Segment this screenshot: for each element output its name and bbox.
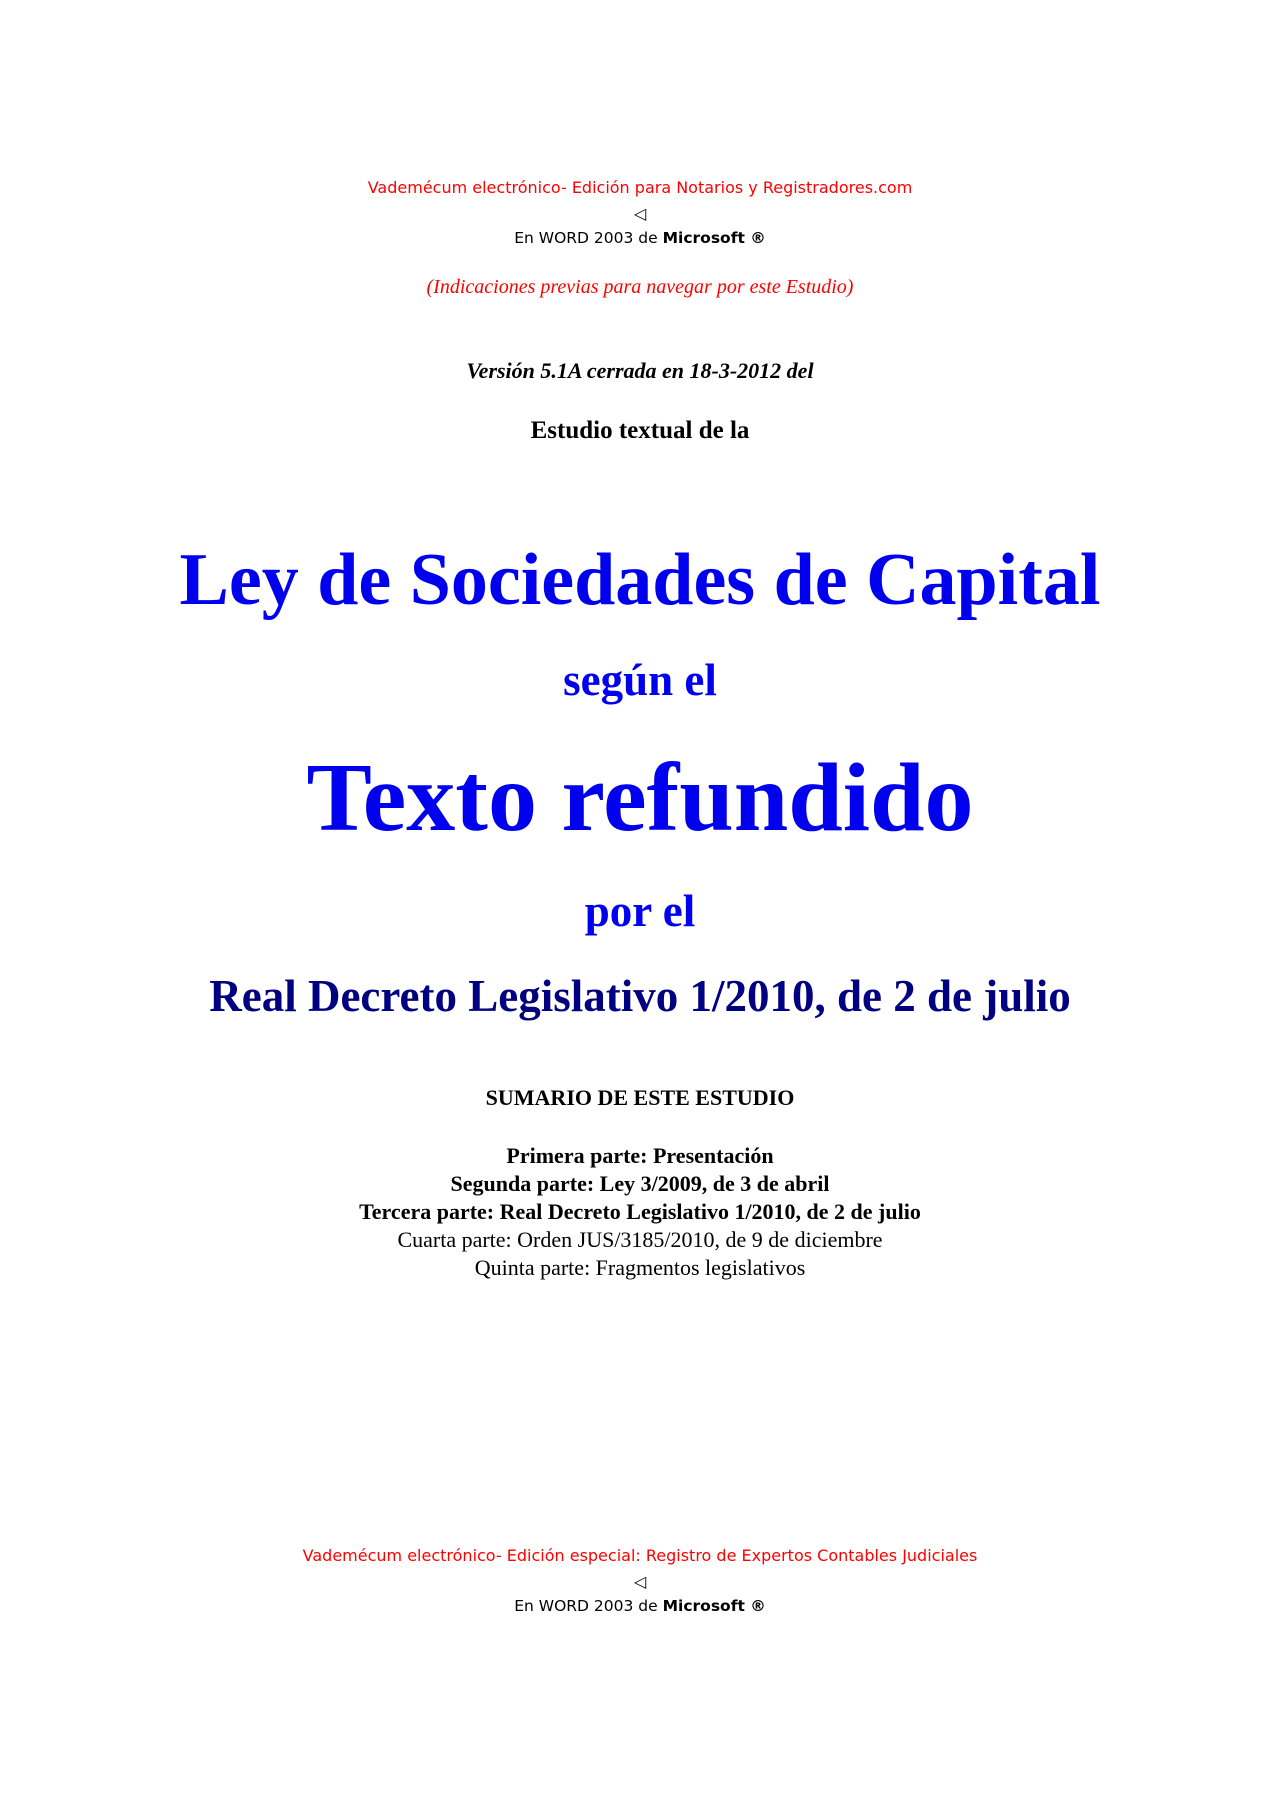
footer-back-arrow-icon[interactable]: ◁ (633, 1572, 647, 1591)
title-ley: Ley de Sociedades de Capital (179, 539, 1101, 621)
footer-word-note (0, 1597, 1280, 1615)
summary-item-4[interactable]: Cuarta parte: Orden JUS/3185/2010, de 9 de diciembre (397, 1227, 883, 1252)
footer-word-prefix: En WORD 2003 de (514, 1597, 663, 1615)
summary-heading: SUMARIO DE ESTE ESTUDIO (485, 1085, 795, 1110)
indications-link[interactable]: (Indicaciones previas para navegar por este Estudio) (426, 276, 854, 298)
summary-item-5[interactable]: Quinta parte: Fragmentos legislativos (474, 1255, 806, 1280)
title-decreto: Real Decreto Legislativo 1/2010, de 2 de julio (209, 971, 1071, 1021)
summary-item-3[interactable]: Tercera parte: Real Decreto Legislativo 1/2010, de 2 de julio (359, 1199, 921, 1224)
microsoft-brand: Microsoft ® (662, 229, 766, 247)
title-texto-refundido: Texto refundido (306, 744, 974, 852)
back-arrow-icon[interactable]: ◁ (633, 204, 647, 223)
header-edition-link[interactable]: Vademécum electrónico- Edición para Notarios y Registradores.com (367, 178, 913, 197)
title-por: por el (584, 886, 696, 936)
header-word-note (0, 229, 1280, 247)
study-intro: Estudio textual de la (530, 417, 750, 444)
summary-item-1[interactable]: Primera parte: Presentación (506, 1143, 774, 1168)
version-line: Versión 5.1A cerrada en 18-3-2012 del (466, 358, 814, 383)
summary-item-2[interactable]: Segunda parte: Ley 3/2009, de 3 de abril (450, 1171, 830, 1196)
footer-edition-link[interactable]: Vademécum electrónico- Edición especial: Registro de Expertos Contables Judiciales (302, 1546, 978, 1565)
title-segun: según el (563, 655, 717, 705)
word-prefix: En WORD 2003 de (514, 229, 663, 247)
footer-microsoft-brand: Microsoft ® (662, 1597, 766, 1615)
